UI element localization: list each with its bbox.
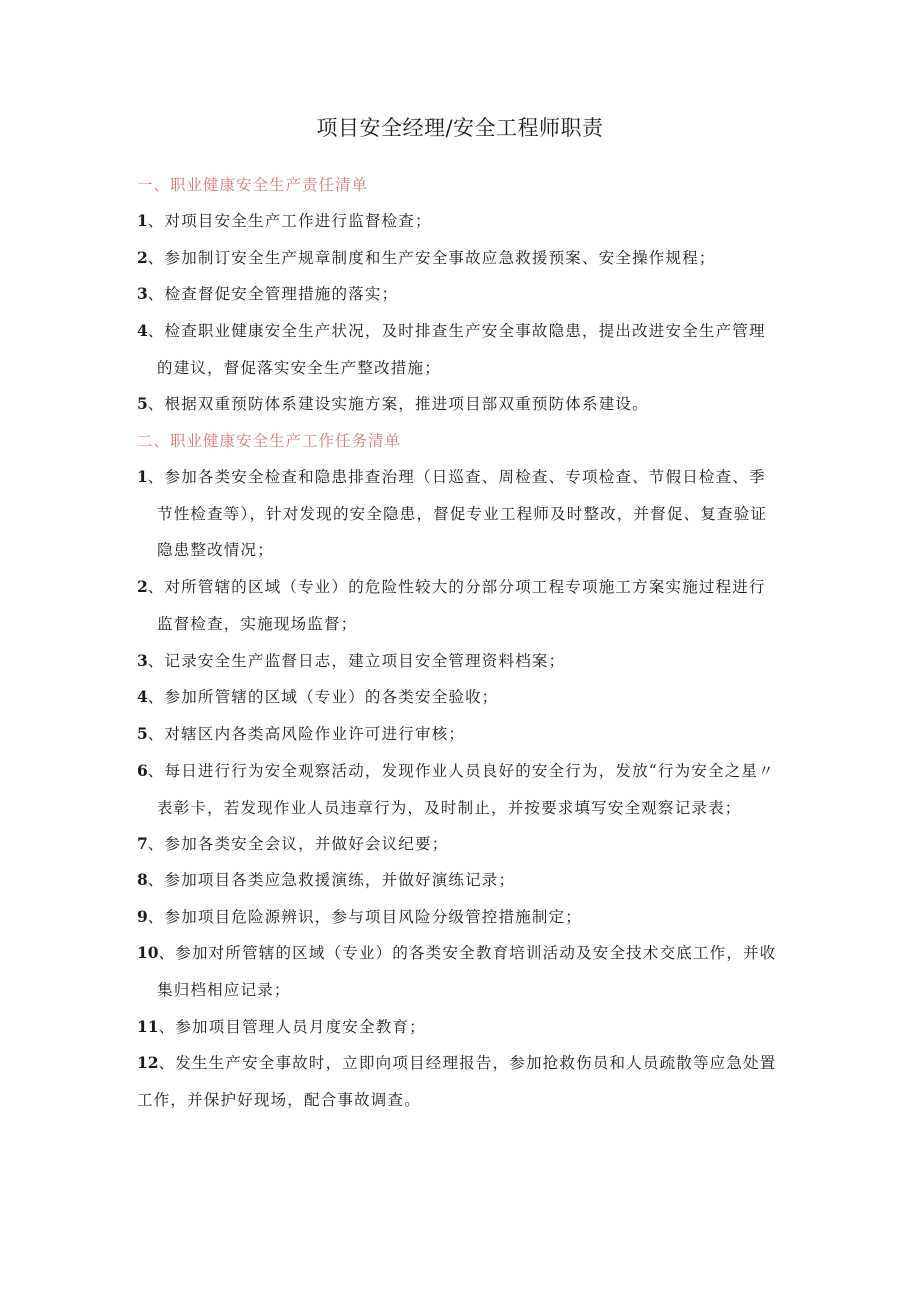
list-item-line: 集归档相应记录； — [157, 980, 291, 999]
item-text: 、参加项目管理人员月度安全教育； — [158, 1018, 426, 1036]
list-item-line — [137, 716, 787, 753]
item-number: 12 — [137, 1053, 159, 1072]
list-item — [137, 1009, 787, 1046]
item-text: 、参加各类安全会议，并做好会议纪要； — [147, 835, 449, 853]
list-item — [137, 899, 787, 936]
list-item — [137, 240, 787, 277]
item-number: 9 — [137, 907, 148, 926]
list-item-line — [137, 826, 787, 863]
item-text: 、对辖区内各类高风险作业许可进行审核； — [147, 725, 466, 743]
page-title: 项目安全经理/安全工程师职责 — [316, 116, 604, 140]
item-number: 3 — [137, 651, 148, 670]
item-number: 4 — [137, 687, 148, 706]
list-item — [137, 643, 787, 680]
list-item-line: 工作，并保护好现场，配合事故调查。 — [137, 1090, 421, 1109]
item-number: 5 — [137, 394, 148, 413]
list-item-line — [137, 459, 787, 496]
list-item-line — [137, 1009, 787, 1046]
item-number: 7 — [137, 834, 148, 853]
list-item-line — [137, 1045, 787, 1082]
section-heading-1: 一、职业健康安全生产责任清单 — [137, 176, 369, 194]
list-item-line: 隐患整改情况； — [157, 541, 274, 559]
item-text: 、根据双重预防体系建设实施方案，推进项目部双重预防体系建设。 — [147, 395, 649, 413]
list-item-line — [137, 203, 787, 240]
item-text: 、参加项目各类应急救援演练，并做好演练记录； — [147, 871, 516, 889]
list-item — [137, 753, 787, 826]
list-item — [137, 569, 787, 642]
list-item-line — [137, 276, 787, 313]
item-text: 、对项目安全生产工作进行监督检查； — [147, 212, 432, 230]
list-item — [137, 935, 787, 1008]
list-item-line — [137, 899, 787, 936]
list-item-line: 表彰卡，若发现作业人员违章行为，及时制止，并按要求填写安全观察记录表； — [157, 798, 742, 817]
list-item — [137, 276, 787, 313]
item-number: 4 — [137, 321, 148, 340]
section-heading-2: 二、职业健康安全生产工作任务清单 — [137, 432, 402, 450]
item-text: 、参加各类安全检查和隐患排查治理（日巡查、周检查、专项检查、节假日检查、季 — [147, 468, 766, 486]
list-item-line: 节性检查等），针对发现的安全隐患，督促专业工程师及时整改，并督促、复查验证 — [157, 504, 768, 523]
list-item — [137, 862, 787, 899]
list-item-line — [137, 862, 787, 899]
item-text: 、检查职业健康安全生产状况，及时排查生产安全事故隐患，提出改进安全生产管理 — [147, 322, 766, 340]
item-text: 、参加项目危险源辨识，参与项目风险分级管控措施制定； — [147, 908, 582, 926]
list-item — [137, 716, 787, 753]
item-text: 、对所管辖的区域（专业）的危险性较大的分部分项工程专项施工方案实施过程进行 — [147, 578, 766, 596]
list-item — [137, 826, 787, 863]
list-item — [137, 1045, 787, 1118]
list-item — [137, 313, 787, 386]
item-number: 2 — [137, 577, 148, 596]
item-text: 、参加制订安全生产规章制度和生产安全事故应急救援预案、安全操作规程； — [147, 249, 716, 267]
item-number: 1 — [137, 467, 148, 486]
item-text: 、参加对所管辖的区域（专业）的各类安全教育培训活动及安全技术交底工作，并收 — [158, 944, 777, 962]
item-number: 3 — [137, 284, 148, 303]
list-item — [137, 459, 787, 569]
list-item-line — [137, 935, 787, 972]
item-text: 、检查督促安全管理措施的落实； — [147, 285, 399, 303]
list-item — [137, 679, 787, 716]
item-number: 10 — [137, 943, 159, 962]
item-number: 11 — [137, 1017, 159, 1036]
item-number: 6 — [137, 761, 148, 780]
item-text: 、记录安全生产监督日志，建立项目安全管理资料档案； — [147, 652, 566, 670]
item-number: 1 — [137, 211, 148, 230]
list-item-line — [137, 240, 787, 277]
item-number: 2 — [137, 248, 148, 267]
list-item-line — [137, 569, 787, 606]
item-number: 8 — [137, 870, 148, 889]
item-text: 、每日进行行为安全观察活动，发现作业人员良好的安全行为，发放“行为安全之星〃 — [147, 762, 775, 780]
list-item — [137, 203, 787, 240]
item-text: 、发生生产安全事故时，立即向项目经理报告，参加抢救伤员和人员疏散等应急处置 — [158, 1054, 777, 1072]
list-item-line — [137, 313, 787, 350]
list-item — [137, 386, 787, 423]
list-item-line: 监督检查，实施现场监督； — [157, 614, 358, 633]
list-item-line — [137, 753, 787, 790]
item-number: 5 — [137, 724, 148, 743]
list-item-line: 的建议，督促落实安全生产整改措施； — [157, 358, 441, 377]
list-item-line — [137, 643, 787, 680]
list-item-line — [137, 679, 787, 716]
list-item-line — [137, 386, 787, 423]
item-text: 、参加所管辖的区域（专业）的各类安全验收； — [147, 688, 499, 706]
